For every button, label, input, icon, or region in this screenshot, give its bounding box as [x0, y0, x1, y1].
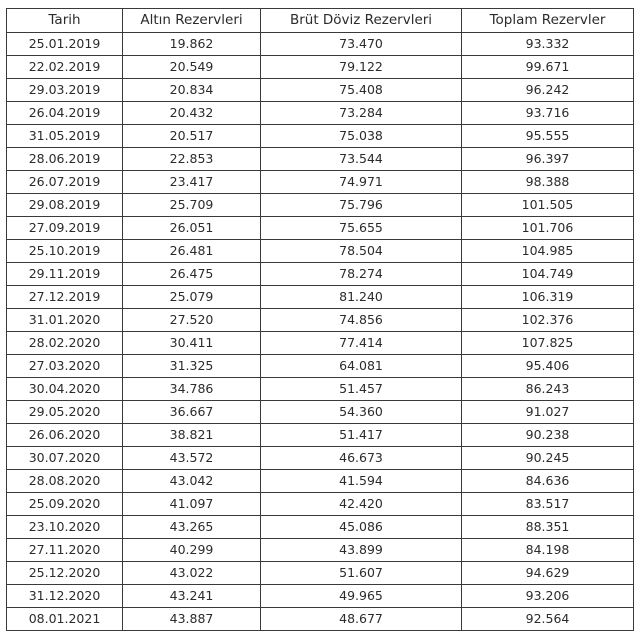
cell-gross-fx-reserves: 41.594	[261, 470, 462, 493]
table-row	[7, 217, 634, 240]
cell-total-reserves: 92.564	[462, 608, 634, 631]
cell-total-reserves: 90.238	[462, 424, 634, 447]
cell-total-reserves: 106.319	[462, 286, 634, 309]
cell-gold-reserves: 43.241	[123, 585, 261, 608]
cell-date: 28.02.2020	[7, 332, 123, 355]
cell-date: 29.05.2020	[7, 401, 123, 424]
cell-gross-fx-reserves: 73.284	[261, 102, 462, 125]
cell-gold-reserves: 26.475	[123, 263, 261, 286]
cell-date: 29.03.2019	[7, 79, 123, 102]
cell-total-reserves: 95.406	[462, 355, 634, 378]
cell-gross-fx-reserves: 49.965	[261, 585, 462, 608]
cell-gold-reserves: 26.481	[123, 240, 261, 263]
table-row	[7, 424, 634, 447]
cell-gold-reserves: 20.549	[123, 56, 261, 79]
cell-total-reserves: 101.706	[462, 217, 634, 240]
cell-gold-reserves: 38.821	[123, 424, 261, 447]
cell-gold-reserves: 34.786	[123, 378, 261, 401]
cell-gold-reserves: 25.079	[123, 286, 261, 309]
cell-gold-reserves: 20.517	[123, 125, 261, 148]
cell-date: 31.05.2019	[7, 125, 123, 148]
cell-date: 31.12.2020	[7, 585, 123, 608]
cell-date: 27.11.2020	[7, 539, 123, 562]
cell-total-reserves: 95.555	[462, 125, 634, 148]
table-row	[7, 33, 634, 56]
cell-gross-fx-reserves: 78.274	[261, 263, 462, 286]
table-row	[7, 263, 634, 286]
cell-total-reserves: 93.332	[462, 33, 634, 56]
header-gold-reserves: Altın Rezervleri	[123, 9, 261, 33]
cell-date: 30.07.2020	[7, 447, 123, 470]
header-date: Tarih	[7, 9, 123, 33]
cell-total-reserves: 99.671	[462, 56, 634, 79]
cell-date: 26.04.2019	[7, 102, 123, 125]
cell-gross-fx-reserves: 51.607	[261, 562, 462, 585]
header-gross-fx-reserves: Brüt Döviz Rezervleri	[261, 9, 462, 33]
cell-gross-fx-reserves: 74.971	[261, 171, 462, 194]
table-row	[7, 355, 634, 378]
table-row	[7, 309, 634, 332]
cell-total-reserves: 90.245	[462, 447, 634, 470]
cell-date: 26.07.2019	[7, 171, 123, 194]
cell-total-reserves: 84.198	[462, 539, 634, 562]
table-row	[7, 585, 634, 608]
cell-gross-fx-reserves: 75.408	[261, 79, 462, 102]
cell-gold-reserves: 41.097	[123, 493, 261, 516]
cell-gold-reserves: 20.834	[123, 79, 261, 102]
cell-gross-fx-reserves: 48.677	[261, 608, 462, 631]
cell-date: 23.10.2020	[7, 516, 123, 539]
cell-gold-reserves: 43.022	[123, 562, 261, 585]
table-row	[7, 125, 634, 148]
cell-date: 27.12.2019	[7, 286, 123, 309]
cell-gross-fx-reserves: 78.504	[261, 240, 462, 263]
cell-total-reserves: 104.749	[462, 263, 634, 286]
cell-date: 28.08.2020	[7, 470, 123, 493]
cell-date: 28.06.2019	[7, 148, 123, 171]
table-row	[7, 148, 634, 171]
cell-gross-fx-reserves: 51.417	[261, 424, 462, 447]
cell-total-reserves: 84.636	[462, 470, 634, 493]
table-row	[7, 332, 634, 355]
cell-gold-reserves: 26.051	[123, 217, 261, 240]
cell-date: 27.09.2019	[7, 217, 123, 240]
cell-total-reserves: 102.376	[462, 309, 634, 332]
cell-gold-reserves: 43.265	[123, 516, 261, 539]
cell-gold-reserves: 31.325	[123, 355, 261, 378]
cell-gross-fx-reserves: 75.655	[261, 217, 462, 240]
table-row	[7, 608, 634, 631]
cell-date: 30.04.2020	[7, 378, 123, 401]
cell-gold-reserves: 19.862	[123, 33, 261, 56]
cell-date: 08.01.2021	[7, 608, 123, 631]
cell-gross-fx-reserves: 46.673	[261, 447, 462, 470]
cell-gross-fx-reserves: 51.457	[261, 378, 462, 401]
cell-gross-fx-reserves: 77.414	[261, 332, 462, 355]
cell-date: 27.03.2020	[7, 355, 123, 378]
cell-gross-fx-reserves: 45.086	[261, 516, 462, 539]
cell-total-reserves: 101.505	[462, 194, 634, 217]
cell-date: 25.09.2020	[7, 493, 123, 516]
table-body	[7, 33, 634, 631]
cell-gross-fx-reserves: 75.796	[261, 194, 462, 217]
cell-gross-fx-reserves: 79.122	[261, 56, 462, 79]
cell-date: 26.06.2020	[7, 424, 123, 447]
table-header	[7, 9, 634, 33]
cell-gross-fx-reserves: 73.544	[261, 148, 462, 171]
table-row	[7, 194, 634, 217]
table-row	[7, 401, 634, 424]
cell-gross-fx-reserves: 73.470	[261, 33, 462, 56]
table-row	[7, 539, 634, 562]
cell-gold-reserves: 25.709	[123, 194, 261, 217]
cell-date: 31.01.2020	[7, 309, 123, 332]
reserves-table	[6, 8, 634, 631]
table-row	[7, 470, 634, 493]
cell-total-reserves: 83.517	[462, 493, 634, 516]
cell-gross-fx-reserves: 64.081	[261, 355, 462, 378]
cell-total-reserves: 93.206	[462, 585, 634, 608]
cell-total-reserves: 91.027	[462, 401, 634, 424]
cell-total-reserves: 96.397	[462, 148, 634, 171]
cell-gold-reserves: 27.520	[123, 309, 261, 332]
table-row	[7, 286, 634, 309]
cell-date: 25.01.2019	[7, 33, 123, 56]
table-row	[7, 56, 634, 79]
cell-gross-fx-reserves: 81.240	[261, 286, 462, 309]
cell-date: 29.08.2019	[7, 194, 123, 217]
cell-total-reserves: 104.985	[462, 240, 634, 263]
cell-gold-reserves: 20.432	[123, 102, 261, 125]
table-row	[7, 493, 634, 516]
cell-gold-reserves: 43.042	[123, 470, 261, 493]
header-total-reserves: Toplam Rezervler	[462, 9, 634, 33]
cell-gross-fx-reserves: 54.360	[261, 401, 462, 424]
table-row	[7, 171, 634, 194]
cell-total-reserves: 88.351	[462, 516, 634, 539]
cell-gold-reserves: 22.853	[123, 148, 261, 171]
cell-total-reserves: 96.242	[462, 79, 634, 102]
cell-date: 22.02.2019	[7, 56, 123, 79]
cell-date: 29.11.2019	[7, 263, 123, 286]
cell-gold-reserves: 23.417	[123, 171, 261, 194]
cell-date: 25.10.2019	[7, 240, 123, 263]
cell-gross-fx-reserves: 75.038	[261, 125, 462, 148]
table-row	[7, 102, 634, 125]
table-row	[7, 240, 634, 263]
cell-total-reserves: 94.629	[462, 562, 634, 585]
cell-total-reserves: 93.716	[462, 102, 634, 125]
table-row	[7, 79, 634, 102]
cell-gross-fx-reserves: 42.420	[261, 493, 462, 516]
cell-total-reserves: 107.825	[462, 332, 634, 355]
header-row	[7, 9, 634, 33]
cell-gross-fx-reserves: 74.856	[261, 309, 462, 332]
cell-total-reserves: 98.388	[462, 171, 634, 194]
cell-gold-reserves: 43.572	[123, 447, 261, 470]
table-row	[7, 378, 634, 401]
table-row	[7, 447, 634, 470]
cell-gold-reserves: 36.667	[123, 401, 261, 424]
cell-gold-reserves: 30.411	[123, 332, 261, 355]
cell-gold-reserves: 43.887	[123, 608, 261, 631]
table-row	[7, 562, 634, 585]
cell-total-reserves: 86.243	[462, 378, 634, 401]
cell-date: 25.12.2020	[7, 562, 123, 585]
table-row	[7, 516, 634, 539]
cell-gold-reserves: 40.299	[123, 539, 261, 562]
cell-gross-fx-reserves: 43.899	[261, 539, 462, 562]
